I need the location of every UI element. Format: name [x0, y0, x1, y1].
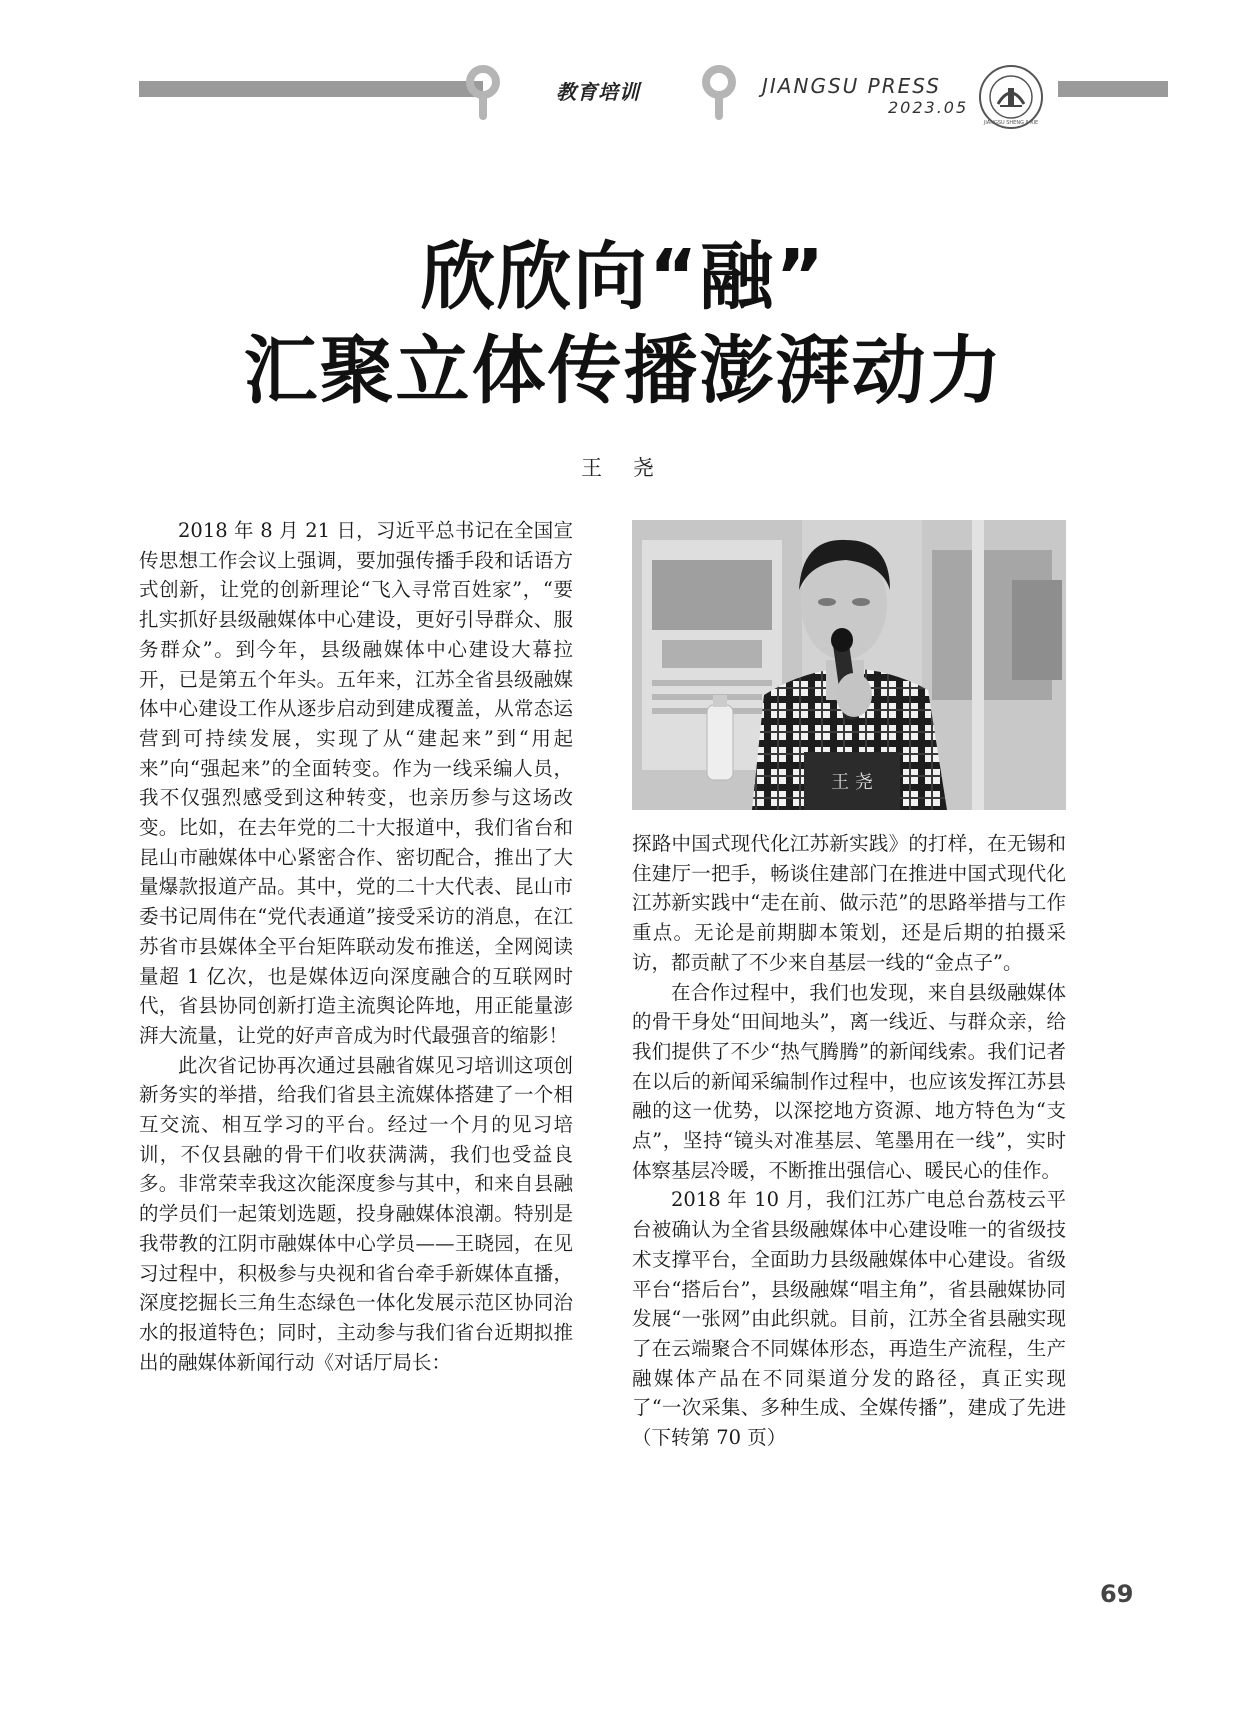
author-name: 王 尧 [581, 456, 666, 480]
section-label: 教育培训 [556, 80, 640, 104]
map-pin-icon [461, 65, 505, 123]
magazine-name: JIANGSU PRESS [762, 74, 941, 98]
map-pin-icon [697, 65, 741, 123]
article-column-right [632, 829, 1066, 1453]
paragraph: 在合作过程中，我们也发现，来自县级融媒体的骨干身处“田间地头”，离一线近、与群众亲，给我们提供了不少“热气腾腾”的新闻线索。我们记者在以后的新闻采编制作过程中，也应该发挥江苏县融的这一优势，以深挖地方资源、地方特色为“支点”，坚持“镜头对准基层、笔墨用在一线”，实时体察基层冷暖，不断推出强信心、暖民心的佳作。 [632, 980, 1066, 1182]
article-title-line2: 汇聚立体传播澎湃动力 [243, 328, 1004, 414]
paragraph: 2018 年 10 月，我们江苏广电总台荔枝云平台被确认为全省县级融媒体中心建设唯一的省级技术支撑平台，全面助力县级融媒体中心建设。省级平台“搭后台”，县级融媒“唱主角”，省县融媒协同发展“一张网”由此织就。目前，江苏全省县融实现了在云端聚合不同媒体形态，再造生产流程，生产融媒体产品在不同渠道分发的路径，真正实现了“一次采集、多种生成、全媒传播”，建成了先进（下转第 70 页） [632, 1188, 1066, 1450]
header-bar-right [1058, 81, 1168, 97]
article-title-line1: 欣欣向“融” [420, 234, 827, 320]
paragraph: 2018 年 8 月 21 日，习近平总书记在全国宣传思想工作会议上强调，要加强传播手段和话语方式创新，让党的创新理论“飞入寻常百姓家”，“要扎实抓好县级融媒体中心建设，更好引导群众、服务群众”。到今年，县级融媒体中心建设大幕拉开，已是第五个年头。五年来，江苏全省县级融媒体中心建设工作从逐步启动到建成覆盖，从常态运营到可持续发展，实现了从“建起来”到“用起来”向“强起来”的全面转变。作为一线采编人员，我不仅强烈感受到这种转变，也亲历参与这场改变。比如，在去年党的二十大报道中，我们省台和昆山市融媒体中心紧密合作、密切配合，推出了大量爆款报道产品。其中，党的二十大代表、昆山市委书记周伟在“党代表通道”接受采访的消息，在江苏省市县媒体全平台矩阵联动发布推送，全网阅读量超 1 亿次，也是媒体迈向深度融合的互联网时代，省县协同创新打造主流舆论阵地，用正能量澎湃大流量，让党的好声音成为时代最强音的缩影！ [139, 519, 573, 1047]
header-bar-left [139, 81, 483, 97]
nameplate-text: 王 尧 [831, 772, 873, 793]
article-column-left [139, 516, 573, 1377]
paragraph: 此次省记协再次通过县融省媒见习培训这项创新务实的举措，给我们省县主流媒体搭建了一个相互交流、相互学习的平台。经过一个月的见习培训，不仅县融的骨干们收获满满，我们也受益良多。非常荣幸我这次能深度参与其中，和来自县融的学员们一起策划选题，投身融媒体浪潮。特别是我带教的江阴市融媒体中心学员——王晓园，在见习过程中，积极参与央视和省台牵手新媒体直播，深度挖掘长三角生态绿色一体化发展示范区协同治水的报道特色；同时，主动参与我们省台近期拟推出的融媒体新闻行动《对话厅局长： [139, 1053, 573, 1374]
issue-number: 2023.05 [888, 98, 969, 117]
page-number: 69 [1100, 1580, 1134, 1608]
paragraph: 探路中国式现代化江苏新实践》的打样，在无锡和住建厅一把手，畅谈住建部门在推进中国式现代化江苏新实践中“走在前、做示范”的思路举措与工作重点。无论是前期脚本策划，还是后期的拍摄采访，都贡献了不少来自基层一线的“金点子”。 [632, 832, 1066, 974]
svg-text:JIANGSU SHENG JI XIE: JIANGSU SHENG JI XIE [983, 120, 1039, 126]
association-seal-logo [978, 64, 1044, 130]
author-photo [632, 520, 1066, 810]
